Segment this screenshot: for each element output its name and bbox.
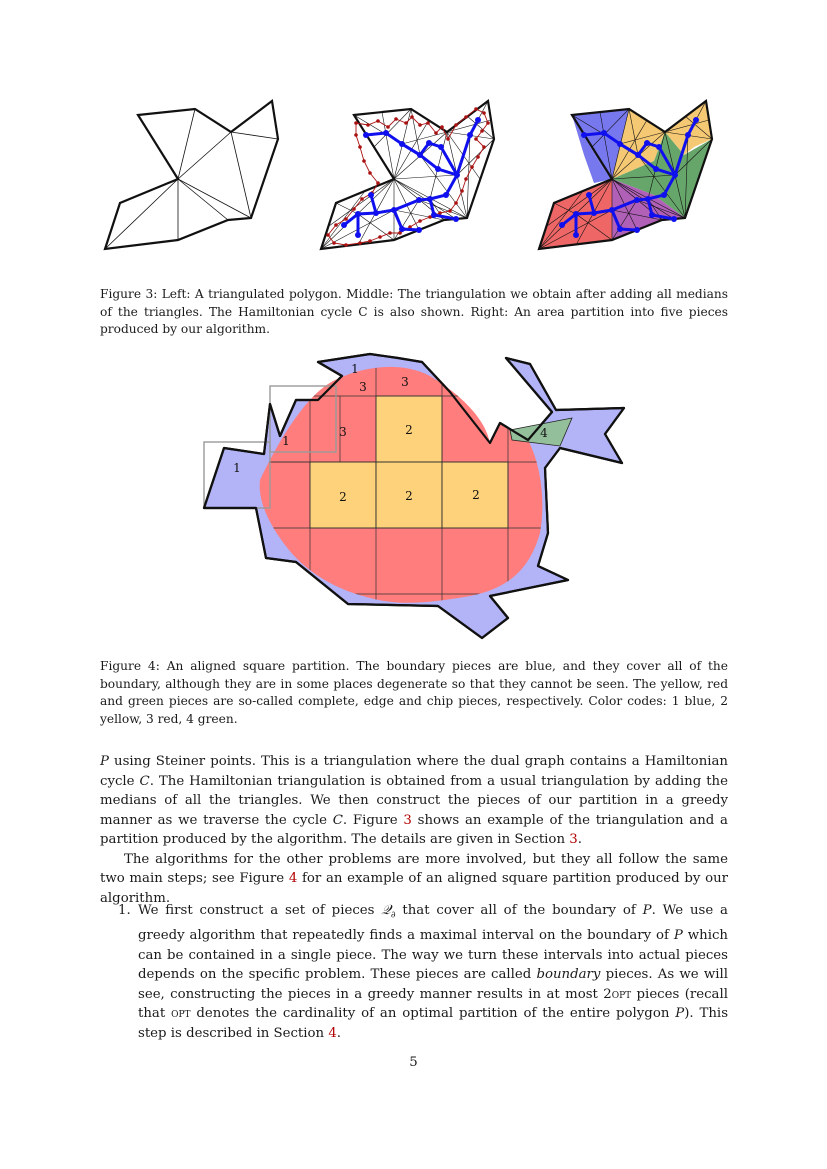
label-yellow-2-mid: 2 (405, 489, 413, 503)
figure-3-middle-panel (321, 101, 494, 249)
paragraph-1: P using Steiner points. This is a triangulation where the dual graph contains a Hamiltonian cycle C. The Hamiltonian triangulation is obtained from a usual triangulation by adding the medians of all the triangles. We then construct the pieces of our partition in a greedy manner as we traverse the cycle C. Figure 3 shows an example of the triangulation and a partition produced by the algorithm. The details are given in Section 3. (100, 754, 728, 847)
figure-3-right-panel (539, 101, 712, 249)
body-paragraphs (100, 752, 728, 908)
figure-4 (200, 348, 630, 648)
label-blue-1-mid: 1 (282, 434, 290, 448)
page-number: 5 (409, 1055, 418, 1070)
figure-3 (100, 95, 730, 275)
label-red-3-c: 3 (339, 425, 347, 439)
section-4-link[interactable]: 4 (328, 1025, 337, 1041)
paragraph-2: The algorithms for the other problems are more involved, but they all follow the same two main steps; see Figure 4 for an example of an aligned square partition produced by our algorithm. (100, 851, 728, 906)
figure-3-left-panel (105, 101, 278, 249)
section-3-link[interactable]: 3 (569, 832, 578, 847)
figure-4-link[interactable]: 4 (288, 871, 298, 886)
figure-3-caption: Figure 3: Left: A triangulated polygon. Middle: The triangulation we obtain after adding all medians of the triangles. The Hamiltonian cycle C is also shown. Right: An area partition into five pieces produced by our algorithm. (100, 287, 728, 336)
label-yellow-2-top: 2 (405, 423, 413, 437)
label-yellow-2-left: 2 (339, 490, 347, 504)
figure-4-caption: Figure 4: An aligned square partition. The boundary pieces are blue, and they cover all of the boundary, although they are in some places degenerate so that they cannot be seen. The yellow, red and green pieces are so-called complete, edge and chip pieces, respectively. Color codes: 1 blue, 2 yellow, 3 red, 4 green. (100, 659, 728, 726)
list-item-number: 1. (118, 903, 131, 918)
label-blue-1-top: 1 (351, 362, 359, 376)
figure-3-link[interactable]: 3 (403, 812, 412, 828)
steps-list (118, 901, 728, 1043)
label-blue-1-left: 1 (233, 461, 241, 475)
label-red-3-b: 3 (401, 375, 409, 389)
label-yellow-2-right: 2 (472, 488, 480, 502)
label-green-4: 4 (540, 426, 548, 440)
list-item-1: We first construct a set of pieces 𝒬$_\partial$ that cover all of the boundary of P. We use a greedy algorithm that repeatedly finds a maximal interval on the boundary of P which can be contained in a single piece. The way we turn these intervals into actual pieces depends on the specific problem. These pieces are called boundary pieces. As we will see, constructing the pieces in a greedy manner results in at most 2opt pieces (recall that opt denotes the cardinality of an optimal partition of the entire polygon P). This step is described in Section 4. (138, 903, 729, 1041)
label-red-3-a: 3 (359, 380, 367, 394)
